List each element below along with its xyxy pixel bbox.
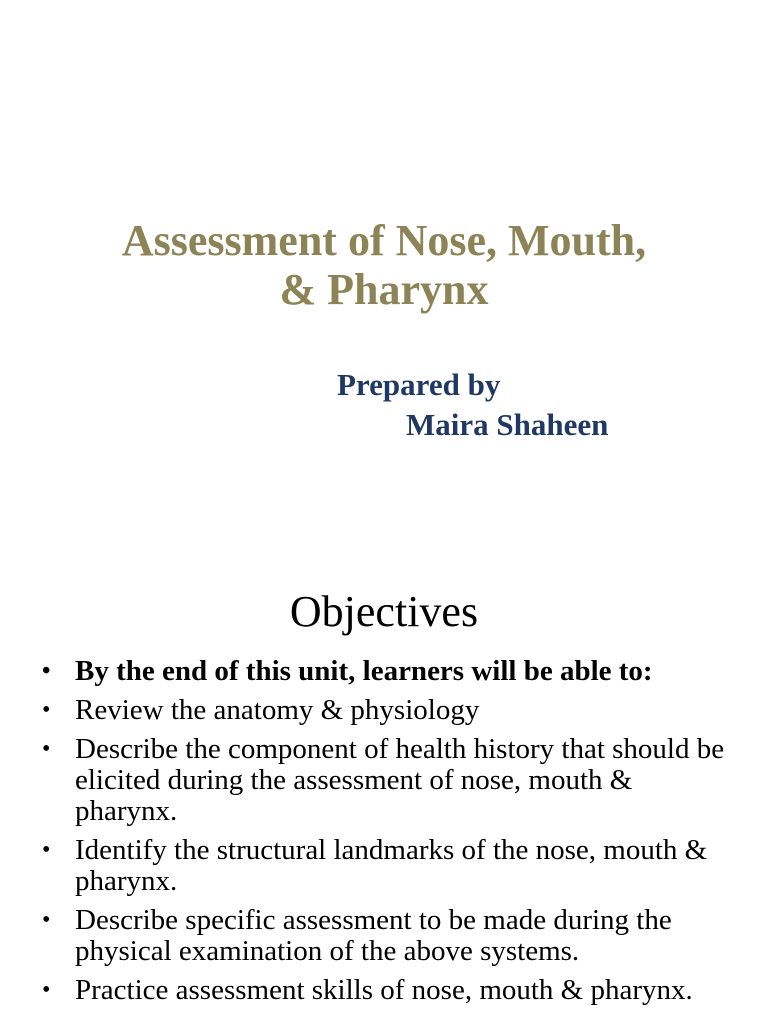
title-line-2: & Pharynx [279,265,489,314]
title-line-1: Assessment of Nose, Mouth, [121,216,647,265]
prepared-by-label: Prepared by [337,367,501,402]
author-name: Maira Shaheen [406,407,609,442]
objectives-list [0,656,768,1014]
objectives-slide [0,560,768,1024]
objectives-title: Objectives [289,587,479,636]
list-item: • Review the anatomy & physiology [0,695,768,726]
list-item: • Describe the component of health history that should be elicited during the assessment of nose, mouth & pharynx. [0,734,768,827]
list-item: • Identify the structural landmarks of the nose, mouth & pharynx. [0,835,768,897]
presentation-title [0,216,768,314]
list-item: • Practice assessment skills of nose, mouth & pharynx. [0,975,768,1006]
list-item: • By the end of this unit, learners will be able to: [0,656,768,687]
list-item: • Describe specific assessment to be made during the physical examination of the above systems. [0,905,768,967]
